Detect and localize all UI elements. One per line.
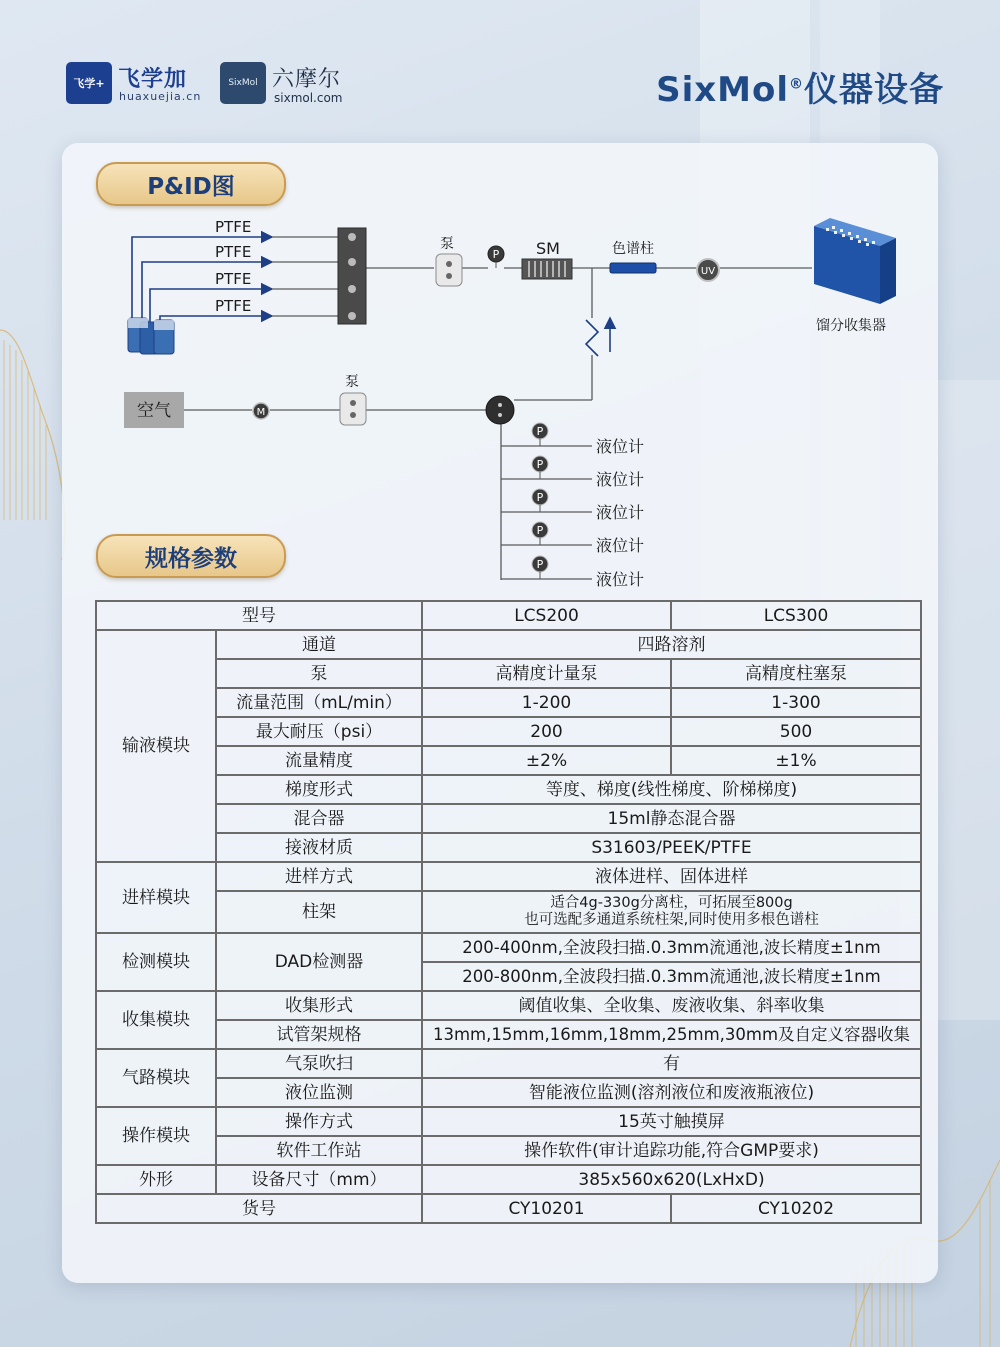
brand-suffix: 仪器设备 [804, 70, 944, 110]
table-row [96, 1194, 921, 1223]
level-gauge-label: 液位计 [596, 437, 645, 456]
static-mixer-icon [522, 259, 572, 279]
table-row [96, 659, 921, 688]
level-gauge-label: 液位计 [596, 536, 645, 555]
row-value: 500 [671, 717, 921, 746]
model-lcs200: LCS200 [422, 601, 671, 630]
pressure-sensor-label: P [536, 558, 544, 571]
air-label: 空气 [137, 401, 171, 421]
group-operate: 操作模块 [96, 1107, 216, 1165]
pressure-sensor-icon [532, 423, 548, 446]
row-key: 接液材质 [216, 833, 422, 862]
table-row [96, 804, 921, 833]
row-key: 操作方式 [216, 1107, 422, 1136]
row-key: 流量范围（mL/min） [216, 688, 422, 717]
pressure-sensor-label: P [492, 248, 500, 261]
row-key: 气泵吹扫 [216, 1049, 422, 1078]
sm-label: SM [536, 239, 560, 258]
uv-detector-icon [697, 259, 719, 281]
row-key: 通道 [216, 630, 422, 659]
table-header-row [96, 601, 921, 630]
pump-label: 泵 [440, 236, 454, 252]
row-key: 收集形式 [216, 991, 422, 1020]
table-row [96, 746, 921, 775]
table-row [96, 1020, 921, 1049]
row-value: 13mm,15mm,16mm,18mm,25mm,30mm及自定义容器收集 [422, 1020, 921, 1049]
row-value: CY10202 [671, 1194, 921, 1223]
fraction-collector-icon [814, 218, 896, 304]
pressure-sensor-icon [532, 489, 548, 512]
group-liquid: 输液模块 [96, 630, 216, 862]
pid-diagram [0, 0, 1000, 600]
rack-line-1: 适合4g-330g分离柱，可拓展至800g [550, 895, 793, 911]
row-value: S31603/PEEK/PTFE [422, 833, 921, 862]
table-row [96, 688, 921, 717]
level-gauge-label: 液位计 [596, 470, 645, 489]
pressure-sensor-label: P [536, 491, 544, 504]
huaxuejia-url: huaxuejia.cn [119, 90, 202, 103]
row-value: 385x560x620(LxHxD) [422, 1165, 921, 1194]
table-row [96, 1165, 921, 1194]
collector-label: 馏分收集器 [816, 318, 886, 334]
row-value: 阈值收集、全收集、废液收集、斜率收集 [422, 991, 921, 1020]
row-value: 高精度计量泵 [422, 659, 671, 688]
logo-mark: 飞学+ [73, 77, 105, 90]
model-lcs300: LCS300 [671, 601, 921, 630]
table-row [96, 1049, 921, 1078]
row-value: 操作软件(审计追踪功能,符合GMP要求) [422, 1136, 921, 1165]
rack-line-2: 也可选配多通道系统柱架,同时使用多根色谱柱 [524, 912, 819, 928]
pressure-sensor-icon [532, 556, 548, 579]
row-key: 软件工作站 [216, 1136, 422, 1165]
level-gauge-labels [596, 437, 644, 589]
row-key: 梯度形式 [216, 775, 422, 804]
chromatography-column-icon [610, 263, 656, 273]
pressure-sensor-label: P [536, 425, 544, 438]
check-valve-icon [586, 318, 610, 356]
column-label: 色谱柱 [612, 241, 654, 257]
group-shape: 外形 [96, 1165, 216, 1194]
multiport-valve-icon [486, 396, 514, 424]
mass-flow-icon [253, 403, 269, 419]
row-key: 泵 [216, 659, 422, 688]
mass-flow-label: M [256, 407, 266, 418]
row-key: 液位监测 [216, 1078, 422, 1107]
table-row [96, 1107, 921, 1136]
table-row [96, 933, 921, 962]
ptfe-label: PTFE [215, 243, 252, 261]
row-value: 四路溶剂 [422, 630, 921, 659]
logo-mark: SixMol [228, 78, 258, 88]
row-value: 1-300 [671, 688, 921, 717]
ptfe-labels [215, 218, 251, 315]
pump-icon [436, 254, 462, 286]
registered-mark: ® [789, 76, 804, 93]
row-value: 200 [422, 717, 671, 746]
group-detect: 检测模块 [96, 933, 216, 991]
table-row [96, 862, 921, 891]
row-key: 设备尺寸（mm） [216, 1165, 422, 1194]
pressure-sensor-label: P [536, 524, 544, 537]
row-key: 流量精度 [216, 746, 422, 775]
row-key: DAD检测器 [216, 933, 422, 991]
air-pump-icon [340, 393, 366, 425]
row-value: 等度、梯度(线性梯度、阶梯梯度) [422, 775, 921, 804]
pressure-sensor-icon [532, 456, 548, 479]
uv-label: UV [700, 266, 716, 277]
table-row [96, 891, 921, 933]
level-gauge-label: 液位计 [596, 503, 645, 522]
row-value: 高精度柱塞泵 [671, 659, 921, 688]
spec-table [95, 600, 922, 1224]
table-row [96, 1136, 921, 1165]
row-key: 进样方式 [216, 862, 422, 891]
row-value: 智能液位监测(溶剂液位和废液瓶液位) [422, 1078, 921, 1107]
row-key: 柱架 [216, 891, 422, 933]
group-sample: 进样模块 [96, 862, 216, 933]
table-row [96, 630, 921, 659]
model-header: 型号 [96, 601, 422, 630]
row-key: 试管架规格 [216, 1020, 422, 1049]
table-row [96, 717, 921, 746]
solvent-bottles-icon [128, 318, 174, 354]
row-value: CY10201 [422, 1194, 671, 1223]
pressure-sensor-icon [488, 246, 504, 268]
row-key: 货号 [96, 1194, 422, 1223]
spec-section-title: 规格参数 [96, 534, 286, 578]
row-value: 200-400nm,全波段扫描.0.3mm流通池,波长精度±1nm [422, 933, 921, 962]
row-value: ±1% [671, 746, 921, 775]
level-gauge-label: 液位计 [596, 570, 645, 589]
table-row [96, 833, 921, 862]
row-value [422, 891, 921, 933]
row-value: ±2% [422, 746, 671, 775]
ptfe-label: PTFE [215, 218, 252, 236]
brand-name: SixMol [656, 70, 789, 110]
ptfe-label: PTFE [215, 270, 252, 288]
pressure-sensor-label: P [536, 458, 544, 471]
mixing-valve-manifold [338, 228, 366, 324]
table-row [96, 991, 921, 1020]
row-value: 1-200 [422, 688, 671, 717]
sixmol-url: sixmol.com [274, 91, 343, 105]
pressure-sensor-icon [532, 522, 548, 545]
row-value: 液体进样、固体进样 [422, 862, 921, 891]
group-gas: 气路模块 [96, 1049, 216, 1107]
row-key: 最大耐压（psi） [216, 717, 422, 746]
group-collect: 收集模块 [96, 991, 216, 1049]
table-row [96, 1078, 921, 1107]
ptfe-label: PTFE [215, 297, 252, 315]
row-value: 200-800nm,全波段扫描.0.3mm流通池,波长精度±1nm [422, 962, 921, 991]
sixmol-name: 六摩尔 [272, 67, 342, 92]
row-value: 有 [422, 1049, 921, 1078]
table-row [96, 775, 921, 804]
pid-section-title: P&ID图 [96, 162, 286, 206]
row-value: 15ml静态混合器 [422, 804, 921, 833]
row-value: 15英寸触摸屏 [422, 1107, 921, 1136]
huaxuejia-name: 飞学加 [118, 67, 188, 92]
row-key: 混合器 [216, 804, 422, 833]
air-pump-label: 泵 [345, 374, 359, 390]
